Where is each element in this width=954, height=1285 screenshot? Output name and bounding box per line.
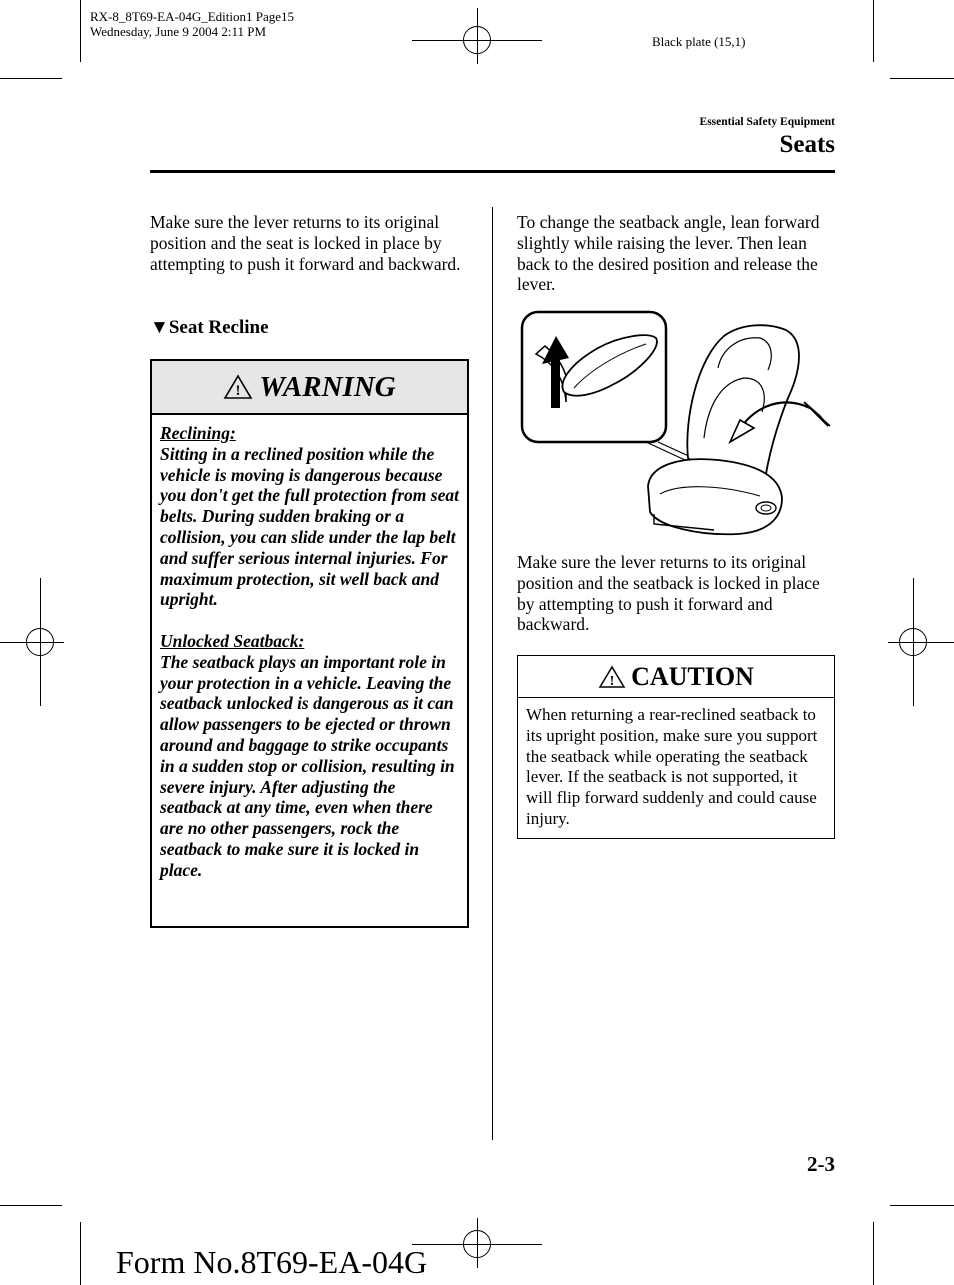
header-rule <box>150 170 835 173</box>
warning-item1-text: Sitting in a reclined position while the vehicle is moving is dangerous because you don't get the full protection from seat belts. During sudden braking or a collision, you can slide under the lap belt and suffer serious internal injuries. For maximum protection, sit well back and upright. <box>160 443 459 610</box>
seat-recline-illustration <box>518 308 836 540</box>
warning-item1-title: Reclining: <box>160 423 236 443</box>
seat-cushion-icon <box>648 459 782 534</box>
plate-info: Black plate (15,1) <box>652 34 746 49</box>
section-label: Essential Safety Equipment <box>699 116 835 128</box>
warning-title: WARNING <box>259 370 396 403</box>
svg-text:!: ! <box>235 383 241 399</box>
left-intro: Make sure the lever returns to its original position and the seat is locked in place by attempting to push it forward and backward. <box>150 212 461 274</box>
heading-text: Seat Recline <box>168 317 269 338</box>
caution-title: CAUTION <box>631 661 754 691</box>
page-title: Seats <box>779 131 835 158</box>
caution-triangle-icon <box>598 665 626 689</box>
warning-box <box>150 359 469 928</box>
warning-body <box>152 415 467 881</box>
caution-box <box>517 655 835 839</box>
caution-header <box>518 656 834 698</box>
right-intro: To change the seatback angle, lean forward slightly while raising the lever. Then lean back to the desired position and release the lever. <box>517 212 820 295</box>
form-number: Form No.8T69-EA-04G <box>116 1244 428 1280</box>
right-after-figure: Make sure the lever returns to its original position and the seatback is locked in place by attempting to push it forward and backward. <box>517 552 820 635</box>
print-info-date: Wednesday, June 9 2004 2:11 PM <box>90 24 267 39</box>
page-number: 2-3 <box>807 1152 835 1176</box>
caution-text: When returning a rear-reclined seatback to its upright position, make sure you support the seatback while operating the seatback lever. If the seatback is not supported, it will flip forward suddenly and could cause injury. <box>526 705 818 828</box>
heading-marker: ▼ <box>150 317 169 338</box>
svg-text:!: ! <box>609 673 615 689</box>
print-info-file: RX-8_8T69-EA-04G_Edition1 Page15 <box>90 9 295 24</box>
warning-header <box>152 361 467 415</box>
warning-item2-title: Unlocked Seatback: <box>160 630 305 651</box>
warning-item2-text: The seatback plays an important role in your protection in a vehicle. Leaving the seatback unlocked is dangerous as it can allow passengers to be ejected or thrown around and baggage to strike occupants in a sudden stop or collision, resulting in severe injury. After adjusting the seatback at any time, even when there are no other passengers, rock the seatback to make sure it is locked in place. <box>160 651 455 880</box>
column-divider <box>492 207 493 1140</box>
print-info <box>90 9 294 39</box>
warning-triangle-icon <box>223 374 253 400</box>
section-heading <box>150 316 269 340</box>
